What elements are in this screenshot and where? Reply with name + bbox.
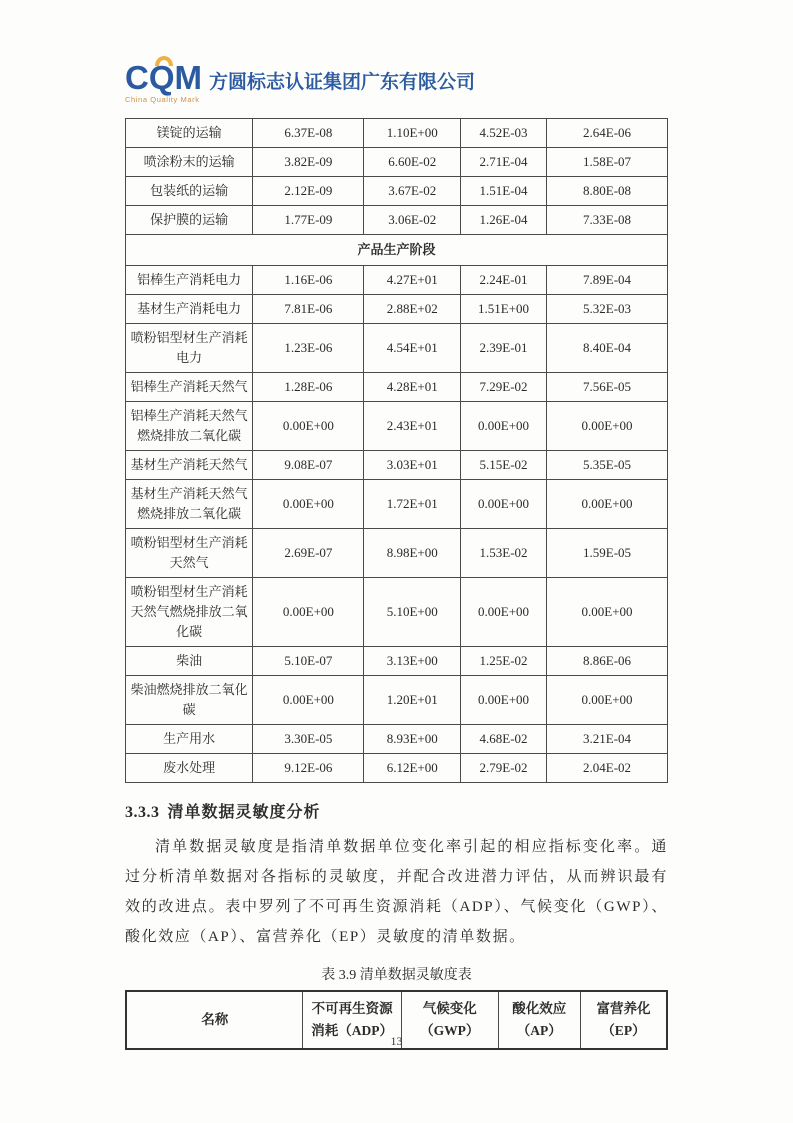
row-value-cell: 6.60E-02 [364,148,460,177]
table-row [126,647,668,676]
row-label-cell: 基材生产消耗天然气燃烧排放二氧化碳 [126,480,253,529]
row-label-cell: 喷涂粉末的运输 [126,148,253,177]
row-value-cell: 1.51E-04 [460,177,546,206]
row-value-cell: 7.29E-02 [460,373,546,402]
row-value-cell: 5.35E-05 [547,451,668,480]
section-title: 清单数据灵敏度分析 [167,804,321,821]
page-number: 13 [390,1034,403,1048]
inventory-table-body [126,119,668,783]
row-value-cell: 1.25E-02 [460,647,546,676]
row-value-cell: 5.32E-03 [547,295,668,324]
row-label-cell: 保护膜的运输 [126,206,253,235]
logo-tagline: China Quality Mark [125,95,200,104]
row-value-cell: 4.68E-02 [460,725,546,754]
cqm-logo-wordmark [125,59,202,96]
body-paragraph: 清单数据灵敏度是指清单数据单位变化率引起的相应指标变化率。通过分析清单数据对各指标的灵敏度，并配合改进潜力评估，从而辨识最有效的改进点。表中罗列了不可再生资源消耗（ADP）、气候变化（GWP）、酸化效应（AP）、富营养化（EP）灵敏度的清单数据。 [125,839,668,945]
row-value-cell: 3.21E-04 [547,725,668,754]
row-value-cell: 0.00E+00 [547,480,668,529]
row-value-cell: 4.52E-03 [460,119,546,148]
table-row [126,119,668,148]
cqm-logo [125,59,202,104]
row-value-cell: 1.10E+00 [364,119,460,148]
row-value-cell: 0.00E+00 [253,676,364,725]
row-value-cell: 8.86E-06 [547,647,668,676]
row-value-cell: 0.00E+00 [460,402,546,451]
table-row [126,373,668,402]
row-value-cell: 5.10E+00 [364,578,460,647]
row-label-cell: 铝棒生产消耗天然气 [126,373,253,402]
row-value-cell: 2.39E-01 [460,324,546,373]
row-value-cell: 3.82E-09 [253,148,364,177]
row-value-cell: 7.81E-06 [253,295,364,324]
column-header: 名称 [126,991,303,1049]
row-value-cell: 1.72E+01 [364,480,460,529]
table-row [126,725,668,754]
row-value-cell: 6.37E-08 [253,119,364,148]
row-value-cell: 1.28E-06 [253,373,364,402]
row-value-cell: 2.12E-09 [253,177,364,206]
row-value-cell: 9.12E-06 [253,754,364,783]
row-value-cell: 1.51E+00 [460,295,546,324]
row-value-cell: 1.23E-06 [253,324,364,373]
column-header: 不可再生资源 消耗（ADP） [303,991,401,1049]
row-value-cell: 1.53E-02 [460,529,546,578]
row-value-cell: 8.40E-04 [547,324,668,373]
table-row [126,754,668,783]
row-label-cell: 喷粉铝型材生产消耗天然气燃烧排放二氧化碳 [126,578,253,647]
row-label-cell: 废水处理 [126,754,253,783]
row-value-cell: 5.10E-07 [253,647,364,676]
row-value-cell: 0.00E+00 [460,480,546,529]
row-value-cell: 2.71E-04 [460,148,546,177]
row-value-cell: 1.16E-06 [253,266,364,295]
table-row [126,480,668,529]
table-row [126,266,668,295]
row-value-cell: 4.28E+01 [364,373,460,402]
table-caption: 表 3.9 清单数据灵敏度表 [321,968,472,983]
row-label-cell: 基材生产消耗天然气 [126,451,253,480]
row-value-cell: 7.56E-05 [547,373,668,402]
table-row [126,324,668,373]
row-value-cell: 2.88E+02 [364,295,460,324]
row-label-cell: 柴油 [126,647,253,676]
row-label-cell: 柴油燃烧排放二氧化碳 [126,676,253,725]
column-header: 气候变化 （GWP） [401,991,498,1049]
table-row [126,529,668,578]
row-value-cell: 3.13E+00 [364,647,460,676]
row-value-cell: 2.04E-02 [547,754,668,783]
section-heading [125,799,668,822]
logo-arc-icon [155,56,173,66]
row-value-cell: 1.58E-07 [547,148,668,177]
table-row [126,295,668,324]
row-label-cell: 基材生产消耗电力 [126,295,253,324]
table-row [126,235,668,266]
row-value-cell: 2.79E-02 [460,754,546,783]
row-value-cell: 5.15E-02 [460,451,546,480]
row-value-cell: 2.24E-01 [460,266,546,295]
row-value-cell: 1.59E-05 [547,529,668,578]
row-label-cell: 包装纸的运输 [126,177,253,206]
row-value-cell: 3.30E-05 [253,725,364,754]
row-value-cell: 0.00E+00 [547,578,668,647]
row-value-cell: 4.54E+01 [364,324,460,373]
row-value-cell: 7.33E-08 [547,206,668,235]
inventory-data-table [125,118,668,783]
document-header [125,59,668,104]
row-value-cell: 3.67E-02 [364,177,460,206]
row-value-cell: 2.43E+01 [364,402,460,451]
row-value-cell: 4.27E+01 [364,266,460,295]
table-row [126,578,668,647]
row-value-cell: 2.69E-07 [253,529,364,578]
row-label-cell: 喷粉铝型材生产消耗天然气 [126,529,253,578]
table-row [126,148,668,177]
row-value-cell: 0.00E+00 [253,402,364,451]
row-value-cell: 8.93E+00 [364,725,460,754]
row-value-cell: 3.06E-02 [364,206,460,235]
row-label-cell: 镁锭的运输 [126,119,253,148]
row-value-cell: 7.89E-04 [547,266,668,295]
row-label-cell: 铝棒生产消耗天然气燃烧排放二氧化碳 [126,402,253,451]
row-value-cell: 2.64E-06 [547,119,668,148]
row-value-cell: 0.00E+00 [253,480,364,529]
row-label-cell: 喷粉铝型材生产消耗电力 [126,324,253,373]
column-header: 富营养化 （EP） [580,991,667,1049]
row-value-cell: 3.03E+01 [364,451,460,480]
column-header: 酸化效应 （AP） [498,991,580,1049]
table-row [126,206,668,235]
row-value-cell: 0.00E+00 [547,402,668,451]
row-value-cell: 6.12E+00 [364,754,460,783]
row-value-cell: 1.20E+01 [364,676,460,725]
row-value-cell: 0.00E+00 [460,578,546,647]
row-value-cell: 8.98E+00 [364,529,460,578]
table-row [126,451,668,480]
table-row [126,177,668,206]
row-label-cell: 生产用水 [126,725,253,754]
table-row [126,402,668,451]
table-row [126,676,668,725]
row-label-cell: 铝棒生产消耗电力 [126,266,253,295]
row-value-cell: 9.08E-07 [253,451,364,480]
logo-text: CQM [125,59,202,96]
section-number: 3.3.3 [125,804,160,821]
row-value-cell: 1.26E-04 [460,206,546,235]
row-value-cell: 0.00E+00 [460,676,546,725]
row-value-cell: 8.80E-08 [547,177,668,206]
row-value-cell: 1.77E-09 [253,206,364,235]
row-value-cell: 0.00E+00 [547,676,668,725]
section-row-label: 产品生产阶段 [126,235,668,266]
company-name: 方圆标志认证集团广东有限公司 [209,72,476,93]
row-value-cell: 0.00E+00 [253,578,364,647]
